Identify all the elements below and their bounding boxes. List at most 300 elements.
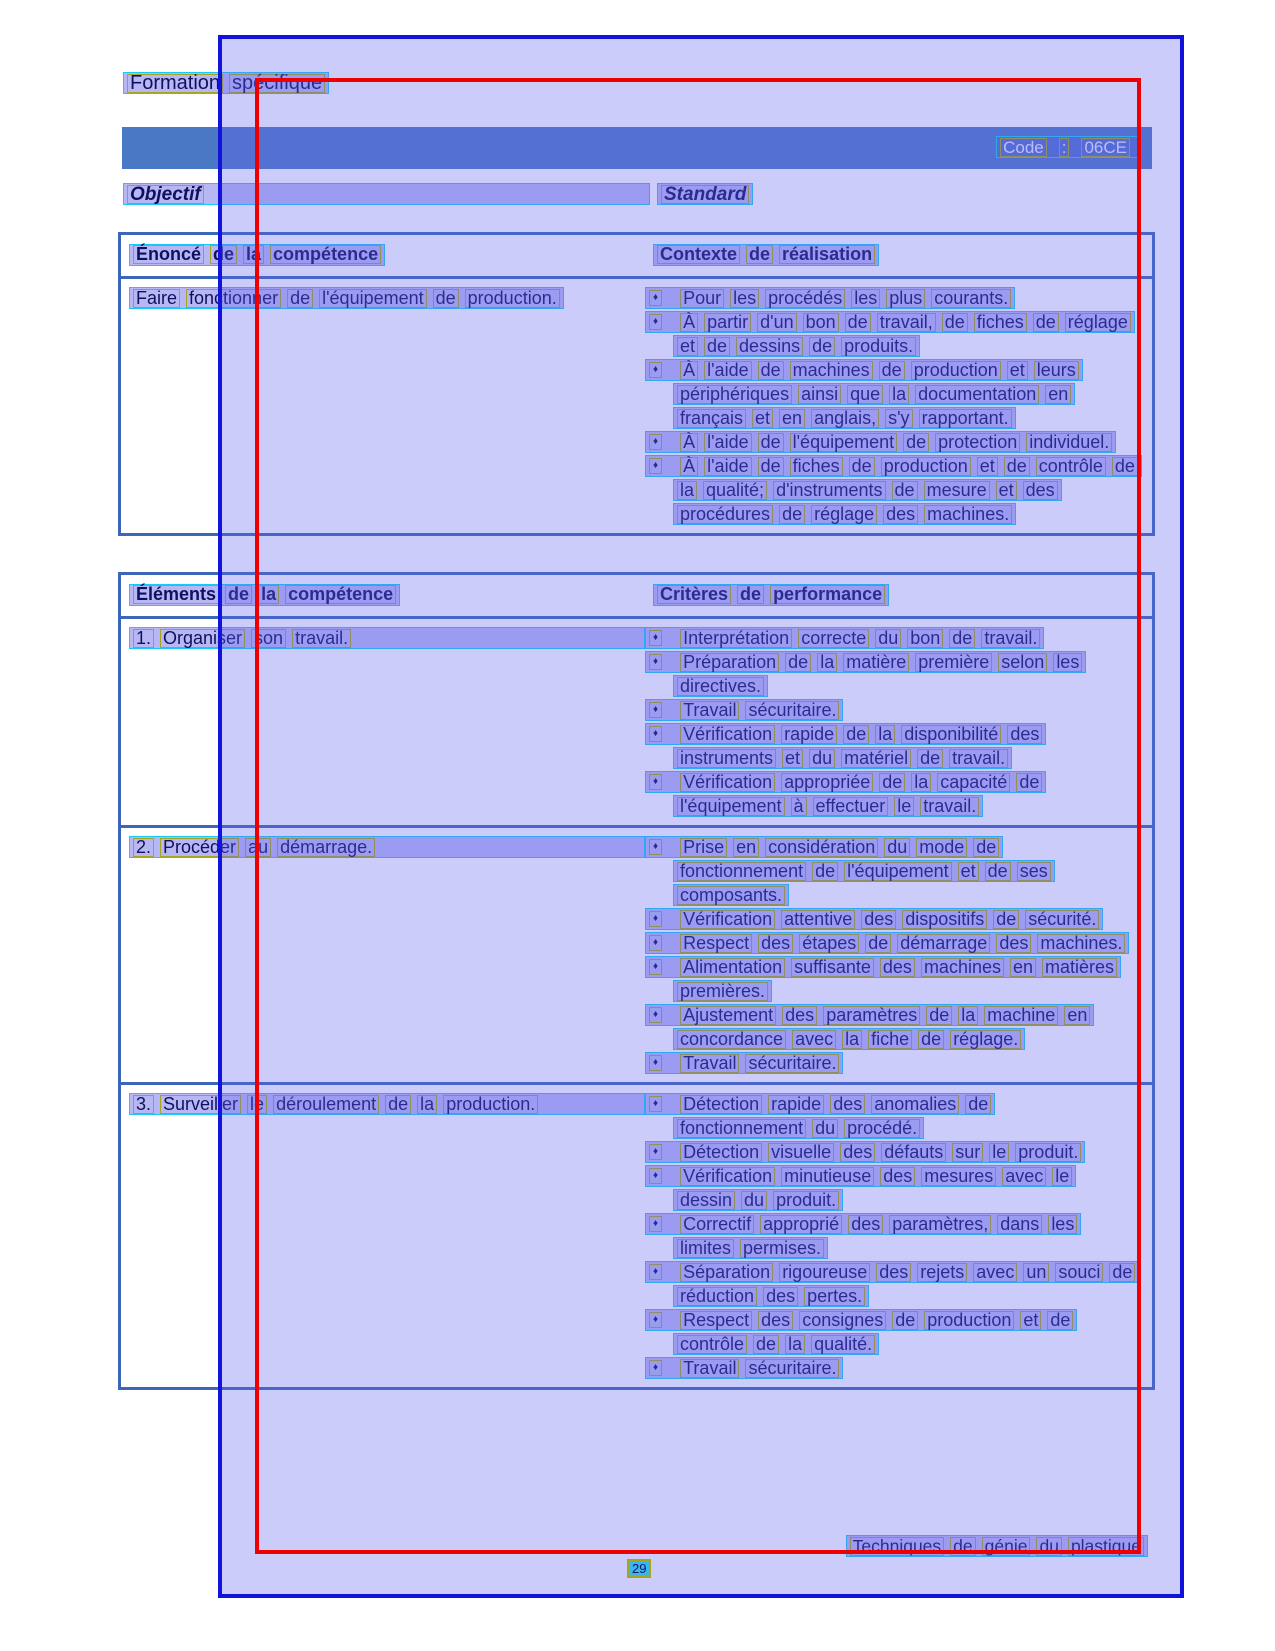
word-box: et: [996, 481, 1017, 500]
word-box: consignes: [799, 1311, 886, 1330]
diamond-bullet-icon: ♦: [649, 290, 662, 306]
word-box: Formation: [127, 74, 223, 93]
bullet-item: [645, 1093, 1152, 1139]
table-row: [121, 619, 1152, 825]
word-box: produit.: [773, 1191, 839, 1210]
bullet-item: [645, 1004, 1152, 1050]
word-box: la: [243, 245, 264, 264]
statement-cell: [121, 287, 645, 527]
word-box: Ajustement: [680, 1006, 776, 1025]
word-box: du: [875, 629, 901, 648]
criteria-cell: [645, 287, 1152, 527]
word-box: 3.: [133, 1095, 154, 1114]
word-box: réglage: [1065, 313, 1131, 332]
bullet-item: [645, 651, 1152, 697]
competence-elements-table: [118, 572, 1155, 1390]
line-box: [645, 836, 1003, 858]
word-box: de: [758, 457, 784, 476]
word-box: de: [879, 361, 905, 380]
table-header-row: [121, 235, 1152, 279]
diamond-bullet-icon: ♦: [649, 774, 662, 790]
word-box: À: [680, 361, 698, 380]
line-box: [645, 1261, 1139, 1283]
line-box: [645, 359, 1083, 381]
word-box: travail.: [292, 629, 351, 648]
word-box: paramètres: [823, 1006, 920, 1025]
word-box: réduction: [677, 1287, 757, 1306]
word-box: instruments: [677, 749, 776, 768]
line-box: [673, 503, 1016, 525]
word-box: Techniques: [850, 1537, 945, 1556]
line-box: [645, 1052, 843, 1074]
bullet-item: [645, 836, 1152, 906]
word-box: et: [782, 749, 803, 768]
table-header-row: [121, 575, 1152, 619]
word-box: réglage: [811, 505, 877, 524]
word-box: fiches: [790, 457, 843, 476]
word-box: la: [958, 1006, 978, 1025]
word-box: rapide: [768, 1095, 824, 1114]
word-box: première: [915, 653, 992, 672]
line-box: [645, 311, 1135, 333]
line-box: [673, 1285, 869, 1307]
word-box: des: [883, 505, 918, 524]
line-box: [673, 1237, 828, 1259]
word-box: s'y: [885, 409, 912, 428]
word-box: sur: [952, 1143, 983, 1162]
bullet-item: [645, 1213, 1152, 1259]
word-box: de: [985, 862, 1011, 881]
word-box: en: [1064, 1006, 1090, 1025]
word-box: défauts: [881, 1143, 946, 1162]
word-box: réalisation: [779, 245, 875, 264]
word-box: des: [782, 1006, 817, 1025]
word-box: Préparation: [680, 653, 779, 672]
word-box: l'équipement: [844, 862, 952, 881]
word-box: sécurité.: [1025, 910, 1099, 929]
word-box: À: [680, 313, 698, 332]
line-box: [673, 884, 789, 906]
word-box: documentation: [915, 385, 1039, 404]
word-box: 1.: [133, 629, 154, 648]
criteria-cell: [645, 627, 1152, 819]
table-row: [121, 279, 1152, 533]
bullet-item: [645, 699, 1152, 721]
word-box: rapportant.: [919, 409, 1012, 428]
word-box: déroulement: [273, 1095, 379, 1114]
word-box: machines: [921, 958, 1004, 977]
word-box: la: [785, 1335, 805, 1354]
diamond-bullet-icon: ♦: [649, 702, 662, 718]
word-box: travail,: [877, 313, 936, 332]
word-box: directives.: [677, 677, 764, 696]
word-box: Correctif: [680, 1215, 754, 1234]
standard-heading: [657, 183, 753, 205]
line-box: [645, 932, 1129, 954]
word-box: sécuritaire.: [745, 701, 839, 720]
line-box: [129, 287, 564, 309]
word-box: de: [225, 585, 252, 604]
word-box: de: [779, 505, 805, 524]
word-box: composants.: [677, 886, 785, 905]
word-box: de: [949, 629, 975, 648]
word-box: permises.: [740, 1239, 824, 1258]
word-box: fonctionnement: [677, 862, 806, 881]
word-box: fiche: [868, 1030, 912, 1049]
word-box: Standard: [661, 185, 749, 204]
word-box: sécuritaire.: [745, 1359, 839, 1378]
bullet-item: [645, 1141, 1152, 1163]
word-box: qualité.: [811, 1335, 875, 1354]
word-box: l'équipement: [319, 289, 427, 308]
diamond-bullet-icon: ♦: [649, 1216, 662, 1232]
word-box: de: [385, 1095, 411, 1114]
word-box: Travail: [680, 701, 739, 720]
line-box: [645, 771, 1046, 793]
word-box: machines.: [1037, 934, 1125, 953]
word-box: des: [848, 1215, 883, 1234]
page-number: 29: [627, 1559, 651, 1578]
bullet-item: [645, 1261, 1152, 1307]
word-box: concordance: [677, 1030, 786, 1049]
word-box: production: [924, 1311, 1014, 1330]
word-box: de: [1016, 773, 1042, 792]
word-box: dans: [997, 1215, 1042, 1234]
word-box: de: [942, 313, 968, 332]
word-box: plus: [886, 289, 925, 308]
line-box: [645, 627, 1044, 649]
bullet-item: [645, 723, 1152, 769]
word-box: Surveiller: [160, 1095, 241, 1114]
word-box: avec: [1002, 1167, 1046, 1186]
word-box: Procéder: [160, 838, 239, 857]
word-box: de: [903, 433, 929, 452]
word-box: de: [785, 653, 811, 672]
line-box: [673, 1117, 924, 1139]
word-box: procédé.: [844, 1119, 920, 1138]
word-box: génie: [982, 1537, 1031, 1556]
word-box: la: [875, 725, 895, 744]
word-box: du: [741, 1191, 767, 1210]
word-box: Vérification: [680, 910, 775, 929]
word-box: des: [1007, 725, 1042, 744]
word-box: Organiser: [160, 629, 245, 648]
word-box: produits.: [841, 337, 916, 356]
word-box: 06CE: [1081, 138, 1130, 157]
word-box: en: [1010, 958, 1036, 977]
line-box: [129, 244, 385, 266]
word-box: la: [677, 481, 697, 500]
bullet-item: [645, 1309, 1152, 1355]
line-box: [653, 584, 889, 606]
word-box: des: [758, 1311, 793, 1330]
line-box: [645, 287, 1015, 309]
word-box: production.: [443, 1095, 538, 1114]
word-box: matériel: [841, 749, 911, 768]
word-box: Contexte: [657, 245, 740, 264]
statement-cell: [121, 836, 645, 1076]
word-box: réglage.: [950, 1030, 1021, 1049]
word-box: production.: [465, 289, 560, 308]
word-box: contrôle: [1036, 457, 1106, 476]
word-box: dessin: [677, 1191, 735, 1210]
diamond-bullet-icon: ♦: [649, 458, 662, 474]
word-box: le: [1052, 1167, 1072, 1186]
word-box: protection: [935, 433, 1020, 452]
line-box: [645, 956, 1121, 978]
word-box: machines.: [924, 505, 1012, 524]
word-box: du: [1036, 1537, 1061, 1556]
table-row: [121, 825, 1152, 1082]
word-box: Critères: [657, 585, 731, 604]
diamond-bullet-icon: ♦: [649, 959, 662, 975]
word-box: souci: [1055, 1263, 1103, 1282]
bullet-item: [645, 287, 1152, 309]
line-box: [645, 1141, 1085, 1163]
word-box: démarrage.: [277, 838, 375, 857]
word-box: des: [861, 910, 896, 929]
diamond-bullet-icon: ♦: [649, 935, 662, 951]
word-box: considération: [765, 838, 878, 857]
word-box: de: [849, 457, 875, 476]
word-box: premières.: [677, 982, 768, 1001]
word-box: de: [809, 337, 835, 356]
line-box: [673, 980, 772, 1002]
word-box: et: [752, 409, 773, 428]
table-header-right: [645, 244, 1152, 268]
word-box: :: [1059, 138, 1070, 157]
word-box: production: [881, 457, 971, 476]
word-box: Travail: [680, 1359, 739, 1378]
word-box: dispositifs: [902, 910, 987, 929]
line-box: [129, 584, 400, 606]
word-box: et: [1020, 1311, 1041, 1330]
word-box: au: [245, 838, 271, 857]
line-box: [673, 1028, 1025, 1050]
word-box: appropriée: [781, 773, 873, 792]
table-row: [121, 1082, 1152, 1387]
word-box: visuelle: [768, 1143, 834, 1162]
word-box: fonctionnement: [677, 1119, 806, 1138]
bullet-item: [645, 771, 1152, 817]
line-box: [645, 455, 1142, 477]
word-box: à: [791, 797, 807, 816]
bullet-item: [645, 956, 1152, 1002]
word-box: de: [993, 910, 1019, 929]
word-box: selon: [998, 653, 1047, 672]
diamond-bullet-icon: ♦: [649, 1144, 662, 1160]
word-box: de: [737, 585, 764, 604]
word-box: Séparation: [680, 1263, 773, 1282]
word-box: de: [865, 934, 891, 953]
word-box: leurs: [1034, 361, 1079, 380]
word-box: matières: [1042, 958, 1117, 977]
word-box: Objectif: [127, 185, 204, 204]
word-box: de: [950, 1537, 975, 1556]
word-box: limites: [677, 1239, 734, 1258]
line-box: [645, 1309, 1077, 1331]
word-box: des: [1023, 481, 1058, 500]
word-box: de: [210, 245, 237, 264]
diamond-bullet-icon: ♦: [649, 1360, 662, 1376]
word-box: mesure: [924, 481, 990, 500]
word-box: Vérification: [680, 1167, 775, 1186]
word-box: français: [677, 409, 746, 428]
word-box: mesures: [921, 1167, 996, 1186]
criteria-cell: [645, 1093, 1152, 1381]
word-box: de: [892, 1311, 918, 1330]
diamond-bullet-icon: ♦: [649, 362, 662, 378]
word-box: procédés: [765, 289, 845, 308]
word-box: produit.: [1015, 1143, 1081, 1162]
word-box: anglais,: [811, 409, 879, 428]
diamond-bullet-icon: ♦: [649, 1007, 662, 1023]
word-box: de: [1033, 313, 1059, 332]
word-box: sécuritaire.: [745, 1054, 839, 1073]
diamond-bullet-icon: ♦: [649, 434, 662, 450]
word-box: Respect: [680, 934, 752, 953]
word-box: bon: [907, 629, 943, 648]
diamond-bullet-icon: ♦: [649, 1055, 662, 1071]
bullet-item: [645, 311, 1152, 357]
word-box: À: [680, 457, 698, 476]
word-box: de: [843, 725, 869, 744]
word-box: travail.: [981, 629, 1040, 648]
bullet-item: [645, 359, 1152, 429]
line-box: [645, 1357, 843, 1379]
line-box: [673, 335, 920, 357]
line-box: [645, 723, 1046, 745]
word-box: disponibilité: [901, 725, 1001, 744]
diamond-bullet-icon: ♦: [649, 654, 662, 670]
word-box: qualité;: [703, 481, 767, 500]
word-box: Interprétation: [680, 629, 792, 648]
word-box: compétence: [285, 585, 396, 604]
diamond-bullet-icon: ♦: [649, 839, 662, 855]
line-box: [673, 747, 1012, 769]
line-box: [673, 479, 1062, 501]
line-box: [129, 1093, 645, 1115]
line-box: [129, 836, 645, 858]
line-box: [645, 699, 843, 721]
word-box: Prise: [680, 838, 727, 857]
word-box: performance: [770, 585, 885, 604]
word-box: de: [758, 433, 784, 452]
word-box: d'un: [757, 313, 796, 332]
word-box: machines: [790, 361, 873, 380]
word-box: de: [926, 1006, 952, 1025]
word-box: le: [247, 1095, 267, 1114]
line-box: [673, 860, 1055, 882]
word-box: plastique: [1068, 1537, 1144, 1556]
diamond-bullet-icon: ♦: [649, 726, 662, 742]
word-box: des: [830, 1095, 865, 1114]
diamond-bullet-icon: ♦: [649, 1264, 662, 1280]
word-box: étapes: [799, 934, 859, 953]
word-box: de: [753, 1335, 779, 1354]
bullet-item: [645, 431, 1152, 453]
word-box: de: [758, 361, 784, 380]
word-box: périphériques: [677, 385, 792, 404]
word-box: la: [842, 1030, 862, 1049]
line-box: [673, 383, 1075, 405]
line-box: [645, 431, 1116, 453]
line-box: [645, 1093, 995, 1115]
word-box: du: [884, 838, 910, 857]
word-box: de: [1109, 1263, 1135, 1282]
word-box: de: [879, 773, 905, 792]
table-header-left: [121, 584, 645, 608]
word-box: individuel.: [1026, 433, 1112, 452]
bullet-item: [645, 1357, 1152, 1379]
word-box: rigoureuse: [779, 1263, 870, 1282]
word-box: démarrage: [897, 934, 990, 953]
word-box: À: [680, 433, 698, 452]
word-box: les: [730, 289, 759, 308]
table-header-left: [121, 244, 645, 268]
word-box: minutieuse: [781, 1167, 874, 1186]
word-box: Vérification: [680, 773, 775, 792]
line-box: [673, 1189, 843, 1211]
word-box: Alimentation: [680, 958, 785, 977]
word-box: et: [677, 337, 698, 356]
word-box: avec: [792, 1030, 836, 1049]
line-box: [653, 244, 879, 266]
word-box: et: [1007, 361, 1028, 380]
word-box: Travail: [680, 1054, 739, 1073]
word-box: la: [417, 1095, 437, 1114]
diamond-bullet-icon: ♦: [649, 911, 662, 927]
word-box: correcte: [798, 629, 869, 648]
word-box: 2.: [133, 838, 154, 857]
word-box: l'équipement: [677, 797, 785, 816]
word-box: de: [1112, 457, 1138, 476]
word-box: la: [911, 773, 931, 792]
word-box: de: [892, 481, 918, 500]
word-box: Énoncé: [133, 245, 204, 264]
word-box: Faire: [133, 289, 180, 308]
word-box: bon: [803, 313, 839, 332]
word-box: les: [851, 289, 880, 308]
word-box: Vérification: [680, 725, 775, 744]
line-box: [645, 1165, 1076, 1187]
footer-program-name: [846, 1535, 1148, 1557]
word-box: du: [812, 1119, 838, 1138]
word-box: et: [958, 862, 979, 881]
word-box: dessins: [736, 337, 803, 356]
word-box: travail.: [949, 749, 1008, 768]
word-box: de: [746, 245, 773, 264]
word-box: des: [840, 1143, 875, 1162]
word-box: Pour: [680, 289, 724, 308]
word-box: rejets: [917, 1263, 967, 1282]
statement-cell: [121, 1093, 645, 1381]
word-box: rapide: [781, 725, 837, 744]
word-box: la: [258, 585, 279, 604]
line-box: [645, 1004, 1094, 1026]
word-box: de: [704, 337, 730, 356]
word-box: capacité: [937, 773, 1010, 792]
word-box: attentive: [781, 910, 855, 929]
code-band: [122, 127, 1152, 169]
word-box: du: [809, 749, 835, 768]
word-box: des: [880, 958, 915, 977]
word-box: de: [1047, 1311, 1073, 1330]
word-box: un: [1023, 1263, 1049, 1282]
diamond-bullet-icon: ♦: [649, 630, 662, 646]
word-box: que: [847, 385, 883, 404]
word-box: Éléments: [133, 585, 219, 604]
